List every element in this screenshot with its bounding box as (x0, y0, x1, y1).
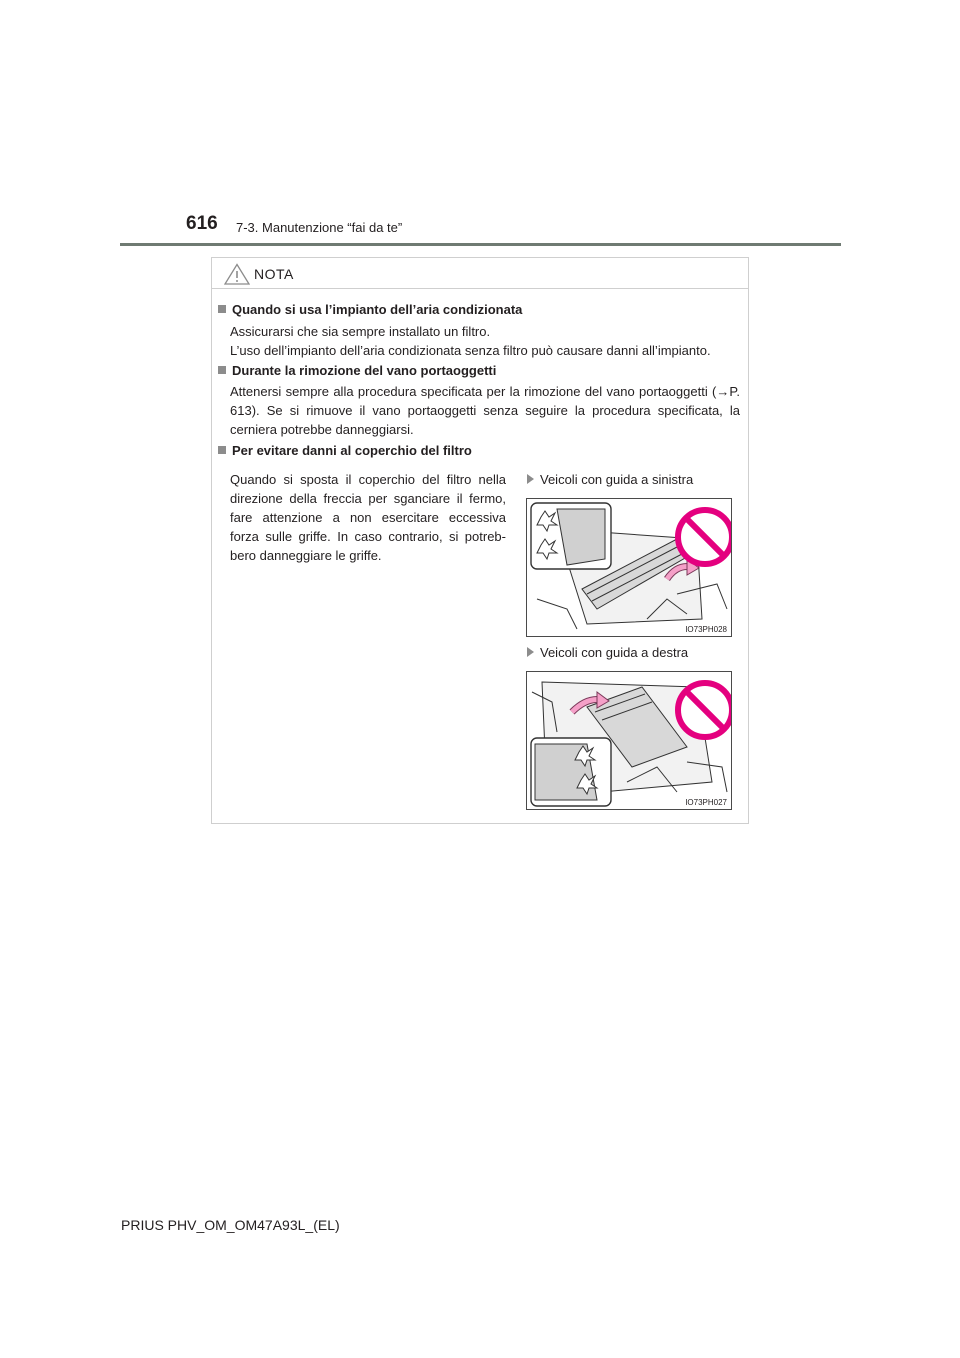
item-text-filter-cover: Quando si sposta il coperchio del filtro nella direzione della freccia per sganciare il fermo, fare attenzione a non esercitare eccessiva forza sulle griffe. In caso contrario, si potreb-bero danneggiare le griffe. (230, 472, 506, 563)
illustration-label-rhd (527, 645, 688, 660)
section-title: 7-3. Manutenzione “fai da te” (236, 220, 403, 235)
prohibition-icon (678, 510, 732, 564)
illustration-label-text: Veicoli con guida a destra (540, 645, 689, 660)
illustration-rhd (526, 671, 732, 810)
prohibition-icon (678, 683, 732, 737)
item-heading-ac (218, 302, 522, 317)
filter-cover-drawing (527, 499, 732, 637)
square-bullet-icon (218, 366, 226, 374)
text-line: Assicurarsi che sia sempre installato un filtro. (230, 324, 491, 339)
item-text-glovebox: Attenersi sempre alla procedura specificata per la rimozione del vano portaoggetti (→P. 613). Se si rimuove il vano portaoggetti senza seguire la procedura specificata, la cerniera potrebbe danneggiarsi. (230, 384, 740, 437)
text-line: L’uso dell’impianto dell’aria condizionata senza filtro può causare danni all’impianto. (230, 343, 711, 358)
item-heading-text: Durante la rimozione del vano portaoggetti (232, 363, 497, 378)
item-heading-text: Quando si usa l’impianto dell’aria condizionata (232, 302, 523, 317)
square-bullet-icon (218, 305, 226, 313)
item-heading-filter-cover (218, 443, 472, 458)
header-rule (120, 243, 841, 246)
item-heading-glovebox (218, 363, 496, 378)
square-bullet-icon (218, 446, 226, 454)
illustration-lhd (526, 498, 732, 637)
illustration-label-text: Veicoli con guida a sinistra (540, 472, 694, 487)
note-header (212, 258, 748, 289)
note-label: NOTA (254, 266, 294, 282)
illustration-code: IO73PH027 (685, 798, 727, 807)
illustration-label-lhd (527, 472, 693, 487)
note-box (211, 257, 749, 824)
filter-cover-drawing (527, 672, 732, 810)
illustration-code: IO73PH028 (685, 625, 727, 634)
footer-doc-id: PRIUS PHV_OM_OM47A93L_(EL) (121, 1217, 340, 1233)
warning-icon (224, 263, 250, 285)
triangle-bullet-icon (527, 474, 534, 484)
item-text-ac (230, 322, 740, 360)
triangle-bullet-icon (527, 647, 534, 657)
page-number: 616 (186, 213, 218, 234)
item-heading-text: Per evitare danni al coperchio del filtro (232, 443, 472, 458)
